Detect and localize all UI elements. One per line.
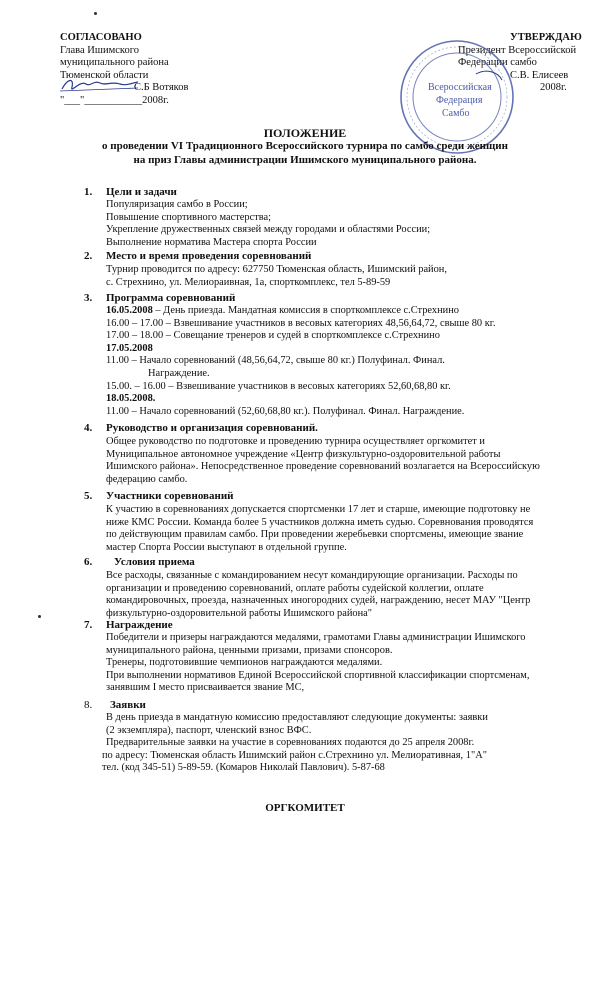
body-line: Ишимского района». Непосредственное проведение соревнований возлагается на Всероссийскую <box>106 461 540 473</box>
body-line: федерацию самбо. <box>106 473 188 485</box>
approval-left-block <box>60 32 189 107</box>
body-line: При выполнении нормативов Единой Всероссийской спортивной классификации спортсменам, <box>106 669 530 681</box>
approval-left-line: муниципального района <box>60 57 169 68</box>
body-line: физкультурно-оздоровительной работы Ишимского района" <box>106 607 373 619</box>
section-title: Руководство и организация соревнований. <box>106 422 318 434</box>
approval-right-date: 2008г. <box>540 82 567 93</box>
body-line: командировочных, проезда, назначенных иногородних судей, награждению, несет МАУ "Центр <box>106 595 531 607</box>
body-line: Турнир проводится по адресу: 627750 Тюменская область, Ишимский район, <box>106 264 447 275</box>
body-line: по адресу: Тюменская область Ишимский район с.Стрехнино ул. Мелиоративная, 1"А" <box>102 749 487 761</box>
section-title: Цели и задачи <box>106 186 177 198</box>
program-item: 11.00 – Начало соревнований (48,56,64,72, свыше 80 кг.) Полуфинал. Финал. <box>106 355 445 367</box>
body-line: Повышение спортивного мастерства; <box>106 211 272 223</box>
approval-left-heading: СОГЛАСОВАНО <box>60 32 142 43</box>
program-item: Награждение. <box>148 367 210 379</box>
body-line: занявшим I место присваивается звание МС, <box>106 682 305 694</box>
body-line: ниже КМС России. Команда более 5 участников должна иметь судью. Соревнования проводятся <box>106 516 534 528</box>
section-title: Участники соревнований <box>106 490 234 502</box>
section-number: 6. <box>84 556 93 568</box>
approval-right-line: Президент Всероссийской <box>458 44 577 56</box>
body-line: тел. (код 345-51) 5-89-59. (Комаров Николай Павлович). 5-87-68 <box>102 762 385 774</box>
scan-speck <box>38 615 41 618</box>
program-day <box>106 305 495 318</box>
section-body <box>106 436 540 486</box>
body-line: Выполнение норматива Мастера спорта России <box>106 236 317 248</box>
body-line: Победители и призеры награждаются медалями, грамотами Главы администрации Ишимского <box>106 632 526 643</box>
body-line: Муниципальное автономное учреждение «Центр физкультурно-оздоровительной работы <box>106 448 501 460</box>
section-body <box>106 570 530 620</box>
body-line: Предварительные заявки на участие в соревнованиях подаются до 25 апреля 2008г. <box>106 737 475 749</box>
section-title: Место и время проведения соревнований <box>106 250 312 262</box>
section-body <box>106 632 529 695</box>
section-number: 5. <box>84 490 93 502</box>
program-item: – День приезда. Мандатная комиссия в спорткомплексе с.Стрехнино <box>152 305 459 316</box>
body-line: мастер Спорта России выступают в отдельной группе. <box>106 541 347 553</box>
approval-right-line: Федерации самбо <box>458 57 537 68</box>
approval-left-line: Тюменской области <box>60 69 149 81</box>
body-line: организации и проведению соревнований, оплате работы судейской коллегии, оплате <box>106 582 484 594</box>
program-date: 16.05.2008 <box>106 305 153 316</box>
section-number: 3. <box>84 292 93 304</box>
section-number: 1. <box>84 186 93 198</box>
program-date: 18.05.2008. <box>106 393 156 405</box>
section-number: 7. <box>84 619 93 631</box>
section-title: Награждение <box>106 619 173 631</box>
program-item: 17.00 – 18.00 – Совещание тренеров и судей в спорткомплексе с.Стрехнино <box>106 330 440 342</box>
section-body <box>106 264 447 289</box>
approval-right-heading: УТВЕРЖДАЮ <box>510 32 582 43</box>
section-title: Заявки <box>110 699 146 711</box>
document-subtitle-line-2: на приз Главы администрации Ишимского муниципального района. <box>133 154 477 166</box>
approval-right-signature: С.В. Елисеев <box>510 69 569 81</box>
body-line: Укрепление дружественных связей между городами и областями России; <box>106 224 431 236</box>
document-title: ПОЛОЖЕНИЕ <box>263 126 347 140</box>
section-body <box>106 199 430 249</box>
approval-left-date: "___"___________2008г. <box>60 94 169 106</box>
program-item: 16.00 – 17.00 – Взвешивание участников в весовых категориях 48,56,64,72, свыше 80 кг. <box>106 317 496 329</box>
section-body <box>106 504 533 554</box>
program-item: 15.00. – 16.00 – Взвешивание участников в весовых категориях 52,60,68,80 кг. <box>106 380 451 392</box>
section-number: 4. <box>84 422 93 434</box>
signature-image <box>60 74 140 96</box>
stamp-text: Всероссийская <box>428 82 492 93</box>
body-line: по действующим правилам самбо. При проведении жеребьевки спортсмены, имеющие звание <box>106 529 524 541</box>
program-date: 17.05.2008 <box>106 342 153 354</box>
body-line: (2 экземпляра), паспорт, членский взнос ВФС. <box>106 724 312 736</box>
program-item: 11.00 – Начало соревнований (52,60,68,80 кг.). Полуфинал. Финал. Награждение. <box>106 405 465 417</box>
footer-committee: ОРГКОМИТЕТ <box>265 802 345 814</box>
approval-left-line: Глава Ишимского <box>60 44 139 56</box>
document-subtitle-line-1: о проведении VI Традиционного Всероссийского турнира по самбо среди женщин <box>102 140 508 152</box>
stamp-text: Самбо <box>442 108 470 119</box>
stamp-text: Федерация <box>436 95 483 106</box>
scan-speck <box>94 12 97 15</box>
body-line: муниципального района, ценными призами, призами спонсоров. <box>106 644 393 656</box>
section-body <box>102 712 488 775</box>
section-number: 2. <box>84 250 93 262</box>
program-schedule <box>106 305 495 418</box>
section-title: Условия приема <box>114 556 195 568</box>
body-line: с. Стрехнино, ул. Мелиораивная, 1а, спорткомплекс, тел 5-89-59 <box>106 276 391 288</box>
body-line: В день приезда в мандатную комиссию предоставляют следующие документы: заявки <box>106 712 488 723</box>
body-line: Тренеры, подготовившие чемпионов награждаются медалями. <box>106 657 383 669</box>
body-line: Все расходы, связанные с командированием несут командирующие организации. Расходы по <box>106 570 518 581</box>
body-line: Популяризация самбо в России; <box>106 199 248 210</box>
approval-left-signature: С.Б Вотяков <box>134 82 189 93</box>
section-title: Программа соревнований <box>106 292 236 304</box>
section-number: 8. <box>84 699 93 711</box>
body-line: К участию в соревнованиях допускается спортсменки 17 лет и старше, имеющие подготовку не <box>106 504 531 515</box>
body-line: Общее руководство по подготовке и проведению турнира осуществляет оргкомитет и <box>106 436 485 447</box>
